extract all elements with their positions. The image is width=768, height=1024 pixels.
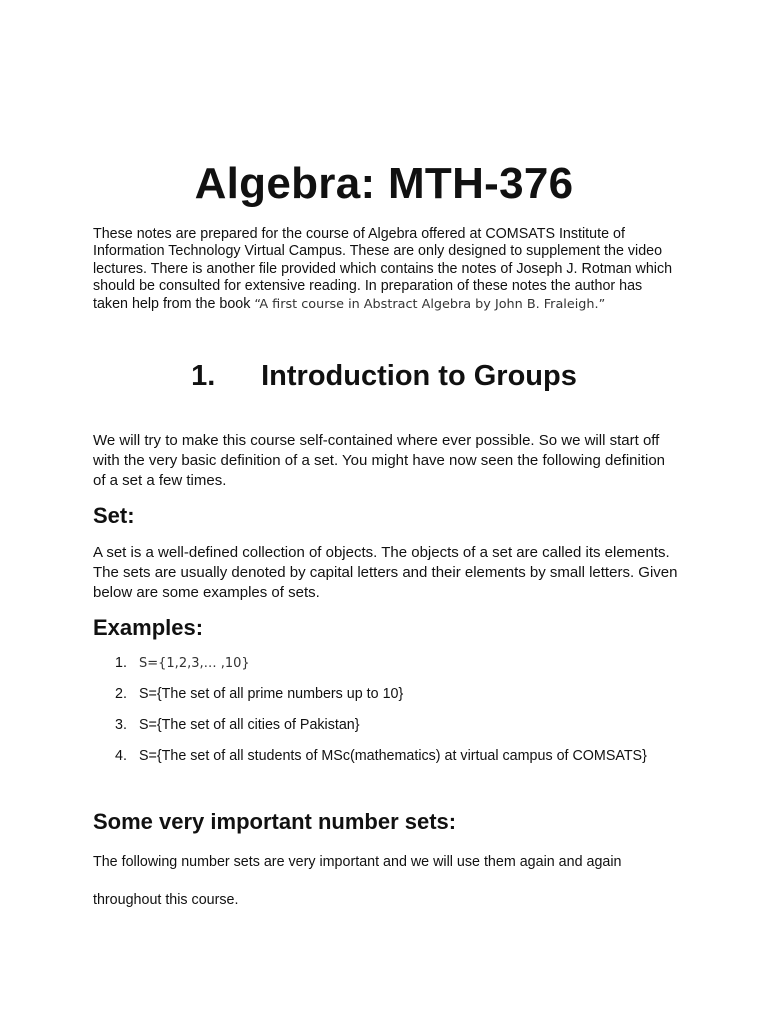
list-item-number: 1. [115,655,127,671]
list-item [93,654,678,673]
list-item-text: S={The set of all cities of Pakistan} [139,717,360,733]
page-title: Algebra: MTH-376 [194,159,574,208]
list-item-number: 4. [115,748,127,764]
number-sets-heading: Some very important number sets: [93,809,457,834]
intro-text: These notes are prepared for the course of Algebra offered at COMSATS Institute of Information Technology Virtual Campus. These are only designed to supplement the video lectures. There is another file provided which contains the notes of Joseph J. Rotman which should be consulted for extensive reading. In preparation of these notes the author has taken help from the book [93,226,673,312]
set-definition-paragraph: A set is a well-defined collection of objects. The objects of a set are called its elements. The sets are usually denoted by capital letters and their elements by small letters. Given below are some examples of sets. [93,544,678,601]
intro-book-reference: “A first course in Abstract Algebra by John B. Fraleigh.” [254,296,606,312]
list-item-number: 3. [115,717,127,733]
list-item [93,685,678,704]
section-intro-paragraph: We will try to make this course self-contained where ever possible. So we will start off with the very basic definition of a set. You might have now seen the following definition of a set a few times. [93,432,666,489]
section-title: Introduction to Groups [261,360,577,392]
list-item-text: S={The set of all prime numbers up to 10} [139,686,404,702]
examples-list [93,654,678,778]
intro-paragraph [93,226,678,313]
set-heading: Set: [93,503,135,528]
list-item-text: S={1,2,3,… ,10} [139,656,250,671]
section-heading [0,356,768,396]
section-number: 1. [191,360,216,392]
number-sets-line-2: throughout this course. [93,892,239,908]
list-item [93,716,678,735]
list-item-text: S={The set of all students of MSc(mathematics) at virtual campus of COMSATS} [139,748,647,764]
examples-heading: Examples: [93,615,204,640]
number-sets-line-1: The following number sets are very important and we will use them again and again [93,854,622,870]
list-item [93,747,678,766]
list-item-number: 2. [115,686,127,702]
